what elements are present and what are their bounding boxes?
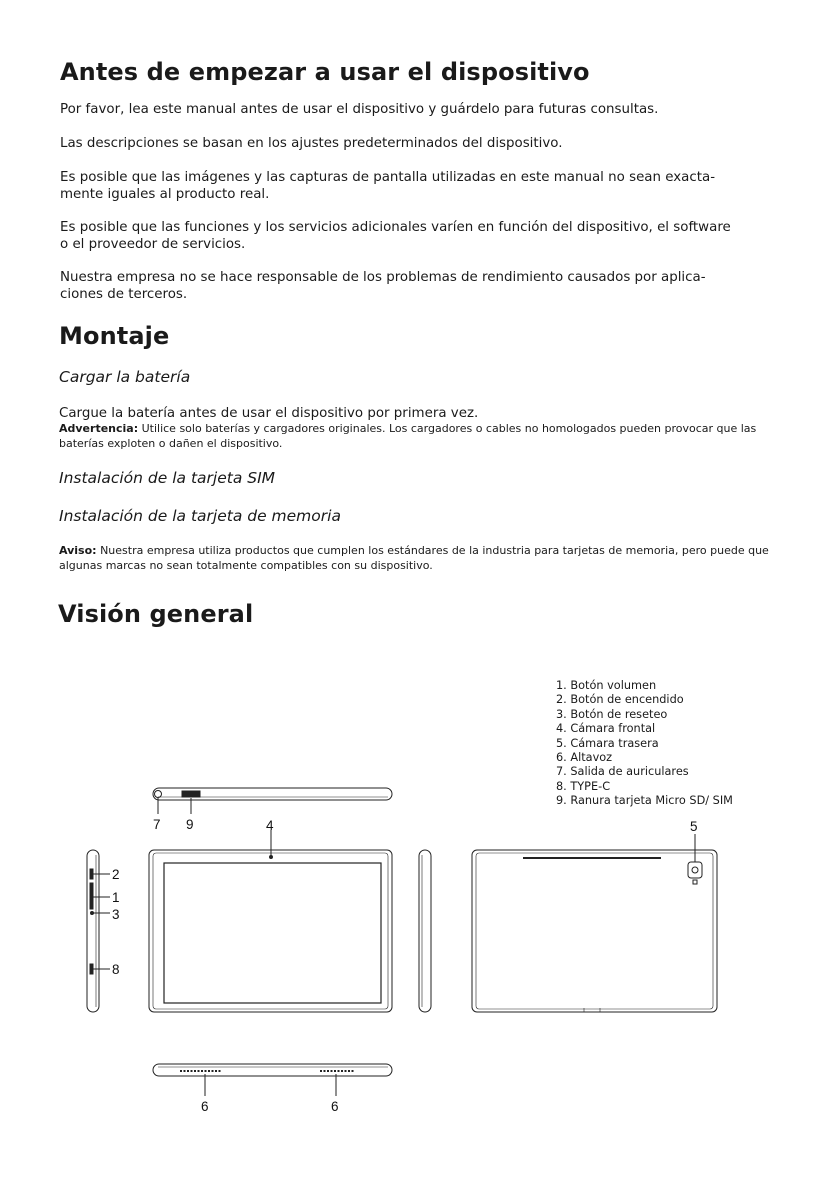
section-title-vision-general: Visión general [58, 600, 254, 628]
intro-paragraph-3: Es posible que las imágenes y las capturas de pantalla utilizadas en este manual no sean exacta- mente iguales al producto real. [60, 170, 716, 202]
legend-item: 1. Botón volumen [556, 679, 657, 692]
advertencia-text: Utilice solo baterías y cargadores originales. Los cargadores o cables no homologados pueden provocar que las baterías exploten o dañen el dispositivo. [59, 422, 757, 450]
callout-8: 8 [112, 962, 120, 977]
tablet-top-edge-view [153, 788, 392, 814]
legend-item: 7. Salida de auriculares [556, 765, 689, 779]
subtitle-tarjeta-sim: Instalación de la tarjeta SIM [59, 469, 276, 487]
legend-item: 6. Altavoz [556, 751, 613, 765]
callout-3: 3 [112, 907, 120, 922]
callout-1: 1 [112, 890, 120, 905]
callout-5: 5 [690, 819, 698, 834]
callout-7: 7 [153, 817, 161, 832]
intro-paragraph-2: Las descripciones se basan en los ajustes predeterminados del dispositivo. [60, 136, 563, 151]
headphone-jack-icon [155, 791, 162, 798]
tablet-back-view [472, 834, 717, 1012]
legend-item: 9. Ranura tarjeta Micro SD/ SIM [556, 794, 733, 808]
sd-slot-icon [182, 791, 200, 797]
legend-item: 8. TYPE-C [556, 779, 611, 793]
callout-4: 4 [266, 818, 274, 833]
subtitle-cargar-bateria: Cargar la batería [59, 368, 191, 386]
intro-paragraph-4: Es posible que las funciones y los servicios adicionales varíen en función del dispositivo, el software o el proveedor de servicios. [60, 220, 731, 252]
power-button-icon [90, 869, 93, 879]
intro-paragraph-1: Por favor, lea este manual antes de usar el dispositivo y guárdelo para futuras consultas. [60, 102, 659, 117]
tablet-front-view [149, 830, 392, 1012]
front-camera-icon [270, 856, 273, 859]
callout-9: 9 [186, 817, 194, 832]
callout-6-left: 6 [201, 1099, 209, 1114]
section-title-montaje: Montaje [59, 322, 170, 350]
aviso-label: Aviso: [59, 544, 97, 557]
cargar-paragraph: Cargue la batería antes de usar el dispositivo por primera vez. [59, 406, 479, 421]
tablet-left-side-view [87, 850, 110, 1012]
type-c-port-icon [90, 964, 93, 974]
tablet-right-side-view [419, 850, 431, 1012]
legend-item: 2. Botón de encendido [556, 693, 684, 707]
aviso-text: Nuestra empresa utiliza productos que cumplen los estándares de la industria para tarjetas de memoria, pero puede que algunas marcas no sean totalmente compatibles con su dispositivo. [59, 544, 769, 572]
callout-2: 2 [112, 867, 120, 882]
advertencia-label: Advertencia: [59, 422, 139, 435]
subtitle-tarjeta-memoria: Instalación de la tarjeta de memoria [59, 507, 341, 525]
tablet-bottom-edge-view [153, 1064, 392, 1096]
legend-item: 4. Cámara frontal [556, 722, 656, 736]
rear-camera-icon [688, 862, 702, 878]
intro-paragraph-5: Nuestra empresa no se hace responsable de los problemas de rendimiento causados por aplica- ciones de terceros. [60, 270, 706, 302]
volume-button-icon [90, 883, 93, 909]
callout-6-right: 6 [331, 1099, 339, 1114]
legend-item: 3. Botón de reseteo [556, 707, 668, 721]
legend-item: 5. Cámara trasera [556, 736, 659, 750]
section-title-before-use: Antes de empezar a usar el dispositivo [60, 58, 590, 86]
